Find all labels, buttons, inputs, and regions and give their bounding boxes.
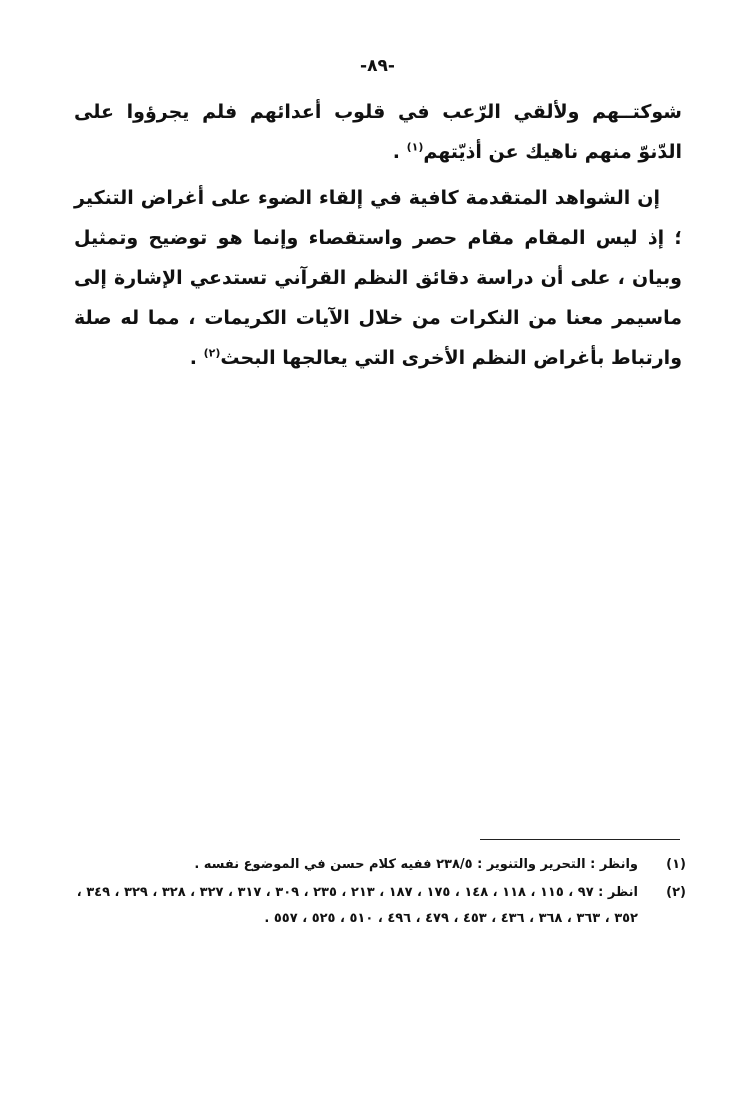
page-number: -٨٩- xyxy=(360,56,395,76)
footnote-2 xyxy=(72,880,686,932)
paragraph-2-text: إن الشواهد المتقدمة كافية في إلقاء الضوء على أغراض التنكير ؛ إذ ليس المقام مقام حصر واستقصاء وإنما هو توضيح وتمثيل وبيان ، على أن دراسة دقائق النظم القرآني تستدعي الإشارة إلى ماسيمر معنا من النكرات من خلال الآيات الكريمات ، مما له صلة وارتباط بأغراض النظم الأخرى التي يعالجها البحث xyxy=(74,187,682,369)
paragraph-2-end: . xyxy=(189,347,204,369)
footnote-1-number: (١) xyxy=(666,857,686,872)
footnote-1 xyxy=(72,852,686,878)
footnote-2-text: انظر : ٩٧ ، ١١٥ ، ١١٨ ، ١٤٨ ، ١٧٥ ، ١٨٧ ، ٢١٣ ، ٢٣٥ ، ٣٠٩ ، ٣١٧ ، ٣٢٧ ، ٣٢٨ ، ٣٢٩ ، ٣٤٩ ، ٣٥٢ ، ٣٦٣ ، ٣٦٨ ، ٤٣٦ ، ٤٥٣ ، ٤٧٩ ، ٤٩٦ ، ٥١٠ ، ٥٢٥ ، ٥٥٧ . xyxy=(76,885,638,926)
paragraph-2 xyxy=(74,178,682,378)
main-text xyxy=(74,92,682,384)
footnote-divider xyxy=(480,839,680,840)
footnote-ref-1: (١) xyxy=(406,140,424,154)
footnote-2-number: (٢) xyxy=(666,885,686,900)
paragraph-1-text: شوكتــهم ولألقي الرّعب في قلوب أعدائهم فلم يجرؤوا على الدّنوّ منهم ناهيك عن أذيّتهم xyxy=(74,101,682,163)
paragraph-1 xyxy=(74,92,682,172)
paragraph-1-end: . xyxy=(392,141,407,163)
footnote-1-text: وانظر : التحرير والتنوير : ٢٣٨/٥ ففيه كلام حسن في الموضوع نفسه . xyxy=(194,857,638,872)
footnote-ref-2: (٢) xyxy=(203,346,221,360)
footnotes xyxy=(72,852,686,934)
